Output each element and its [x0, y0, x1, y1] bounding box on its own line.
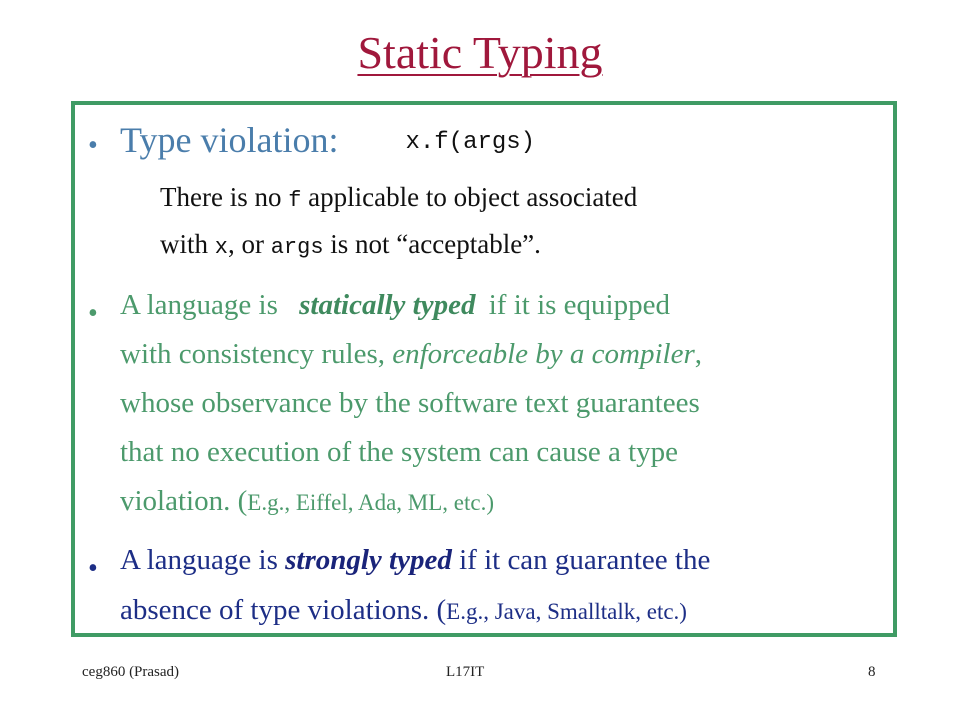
bullet-3-examples: E.g., Java, Smalltalk, etc.): [446, 599, 687, 624]
bullet-2-text: violation. (: [120, 485, 248, 517]
statically-typed-term: statically typed: [299, 289, 476, 321]
sub-code-f: f: [288, 188, 302, 213]
bullet-1-sub-line-1: [160, 184, 637, 212]
bullet-1-sub-line-2: [160, 231, 541, 259]
sub-code-x: x: [214, 235, 228, 260]
bullet-1-code: x.f(args): [405, 129, 536, 156]
bullet-3-text: A language is: [120, 544, 286, 576]
bullet-3-text: absence of type violations. (: [120, 594, 447, 626]
bullet-2-text: ,: [694, 338, 703, 370]
sub-text: with: [160, 229, 215, 259]
strongly-typed-term: strongly typed: [285, 544, 452, 576]
bullet-1-heading: [120, 122, 535, 159]
bullet-3-line-2: [120, 596, 687, 625]
bullet-2-text: if it is equipped: [481, 289, 670, 321]
sub-code-args: args: [270, 235, 324, 260]
bullet-2-line-1: [120, 291, 670, 320]
bullet-2-line-5: [120, 487, 494, 516]
sub-text: , or: [227, 229, 271, 259]
bullet-marker-3: •: [88, 553, 98, 584]
enforceable-phrase: enforceable by a compiler: [392, 338, 695, 370]
sub-text: is not “acceptable”.: [323, 229, 541, 259]
bullet-2-examples: E.g., Eiffel, Ada, ML, etc.): [247, 490, 495, 515]
bullet-2-line-4: that no execution of the system can cause a type: [120, 436, 679, 468]
bullet-1-text: Type violation:: [120, 120, 339, 160]
slide-title: Static Typing: [357, 27, 603, 78]
sub-text: There is no: [160, 182, 289, 212]
bullet-2-text: A language is: [120, 289, 286, 321]
bullet-2-text: with consistency rules,: [120, 338, 393, 370]
bullet-2-line-3: whose observance by the software text guarantees: [120, 387, 700, 419]
bullet-2-line-2: [120, 340, 702, 369]
bullet-marker-2: •: [88, 298, 98, 329]
bullet-marker-1: •: [88, 130, 98, 161]
footer-lecture: L17IT: [446, 664, 485, 680]
bullet-3-text: if it can guarantee the: [451, 544, 711, 576]
footer-course: ceg860 (Prasad): [82, 664, 180, 680]
sub-text: applicable to object associated: [301, 182, 638, 212]
bullet-3-line-1: [120, 546, 710, 575]
footer-page-number: 8: [868, 664, 876, 680]
